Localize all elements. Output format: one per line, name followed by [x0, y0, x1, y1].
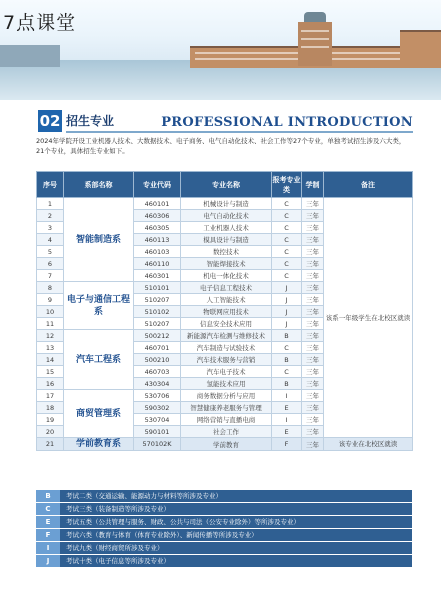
remark: 该系一年级学生在北校区就读	[324, 198, 413, 438]
major-code: 460110	[134, 258, 181, 270]
watermark-text: 7点课堂	[3, 12, 77, 34]
study-years: 三年	[302, 342, 324, 354]
exam-category: B	[272, 378, 302, 390]
legend-text: 考试三类（装备制造等所涉及专业）	[60, 503, 412, 515]
col-header-name: 专业名称	[181, 172, 272, 198]
study-years: 三年	[302, 318, 324, 330]
major-code: 530704	[134, 414, 181, 426]
study-years: 三年	[302, 330, 324, 342]
col-header-no: 序号	[37, 172, 64, 198]
remark: 该专业在北校区就读	[324, 438, 413, 451]
exam-category: J	[272, 318, 302, 330]
exam-category: C	[272, 366, 302, 378]
study-years: 三年	[302, 234, 324, 246]
study-years: 三年	[302, 282, 324, 294]
section-number: 02	[39, 112, 61, 130]
building-tower	[298, 22, 332, 66]
major-code: 460306	[134, 210, 181, 222]
major-code: 460301	[134, 270, 181, 282]
row-number: 9	[37, 294, 64, 306]
major-code: 590302	[134, 402, 181, 414]
row-number: 16	[37, 378, 64, 390]
study-years: 三年	[302, 366, 324, 378]
col-header-dept: 系部名称	[64, 172, 134, 198]
legend-code: I	[36, 542, 60, 554]
exam-category: C	[272, 222, 302, 234]
study-years: 三年	[302, 426, 324, 438]
major-code: 510102	[134, 306, 181, 318]
study-years: 三年	[302, 246, 324, 258]
major-name: 工业机器人技术	[181, 222, 272, 234]
major-name: 智能焊接技术	[181, 258, 272, 270]
study-years: 三年	[302, 390, 324, 402]
major-name: 新能源汽车检测与维修技术	[181, 330, 272, 342]
major-name: 机械设计与制造	[181, 198, 272, 210]
row-number: 10	[37, 306, 64, 318]
exam-category: E	[272, 426, 302, 438]
col-header-years: 学制	[302, 172, 324, 198]
major-name: 人工智能技术	[181, 294, 272, 306]
study-years: 三年	[302, 294, 324, 306]
exam-category: C	[272, 234, 302, 246]
study-years: 三年	[302, 258, 324, 270]
section-title-en: PROFESSIONAL INTRODUCTION	[161, 115, 413, 130]
exam-category: C	[272, 246, 302, 258]
section-title: 招生专业	[66, 114, 115, 128]
major-name: 商务数据分析与应用	[181, 390, 272, 402]
col-header-code: 专业代码	[134, 172, 181, 198]
exam-category: B	[272, 330, 302, 342]
row-number: 4	[37, 234, 64, 246]
study-years: 三年	[302, 438, 324, 451]
major-code: 500210	[134, 354, 181, 366]
major-name: 网络营销与直播电商	[181, 414, 272, 426]
major-code: 510207	[134, 318, 181, 330]
exam-category: C	[272, 210, 302, 222]
major-name: 学前教育	[181, 438, 272, 451]
intro-paragraph: 2024年学院开设工业机器人技术、大数据技术、电子商务、电气自动化技术、社会工作等27个专业，单独考试招生涉及六大类，21个专业，具体招生专业如下。	[36, 137, 406, 155]
major-code: 570102K	[134, 438, 181, 451]
row-number: 7	[37, 270, 64, 282]
study-years: 三年	[302, 414, 324, 426]
major-name: 机电一体化技术	[181, 270, 272, 282]
row-number: 21	[37, 438, 64, 451]
legend-text: 考试十类（电子信息等所涉及专业）	[60, 555, 412, 567]
legend-item	[36, 529, 412, 541]
row-number: 15	[37, 366, 64, 378]
row-number: 14	[37, 354, 64, 366]
row-number: 18	[37, 402, 64, 414]
row-number: 3	[37, 222, 64, 234]
major-name: 智慧健康养老服务与管理	[181, 402, 272, 414]
department-name: 学前教育系	[64, 438, 134, 451]
study-years: 三年	[302, 306, 324, 318]
exam-category: C	[272, 258, 302, 270]
exam-category: I	[272, 414, 302, 426]
department-name: 电子与通信工程系	[64, 282, 134, 330]
major-code: 500212	[134, 330, 181, 342]
major-code: 590101	[134, 426, 181, 438]
major-name: 汽车电子技术	[181, 366, 272, 378]
department-name: 汽车工程系	[64, 330, 134, 390]
row-number: 5	[37, 246, 64, 258]
major-code: 460305	[134, 222, 181, 234]
legend-text: 考试五类（公共管理与服务、财政、公共与司法（公安专业除外）等所涉及专业）	[60, 516, 412, 528]
legend-text: 考试九类（财经商贸所涉及专业）	[60, 542, 412, 554]
major-code: 510207	[134, 294, 181, 306]
major-name: 汽车技术服务与营销	[181, 354, 272, 366]
exam-category: C	[272, 270, 302, 282]
major-name: 物联网应用技术	[181, 306, 272, 318]
exam-category: I	[272, 390, 302, 402]
header-rule	[66, 131, 413, 133]
major-code: 460113	[134, 234, 181, 246]
legend-text: 考试二类（交通运输、能源动力与材料等所涉及专业）	[60, 490, 412, 502]
legend-text: 考试六类（教育与体育（体育专业除外）、新闻传播等所涉及专业）	[60, 529, 412, 541]
major-name: 社会工作	[181, 426, 272, 438]
study-years: 三年	[302, 198, 324, 210]
row-number: 19	[37, 414, 64, 426]
legend-item	[36, 503, 412, 515]
col-header-notes: 备注	[324, 172, 413, 198]
major-name: 电子信息工程技术	[181, 282, 272, 294]
major-name: 模具设计与制造	[181, 234, 272, 246]
exam-category-legend	[36, 490, 412, 568]
legend-item	[36, 490, 412, 502]
row-number: 20	[37, 426, 64, 438]
exam-category: C	[272, 198, 302, 210]
section-header	[28, 110, 413, 132]
major-name: 信息安全技术应用	[181, 318, 272, 330]
study-years: 三年	[302, 210, 324, 222]
legend-item	[36, 555, 412, 567]
major-name: 电气自动化技术	[181, 210, 272, 222]
major-code: 510101	[134, 282, 181, 294]
major-name: 数控技术	[181, 246, 272, 258]
department-name: 商贸管理系	[64, 390, 134, 438]
table-row	[37, 198, 413, 210]
legend-code: E	[36, 516, 60, 528]
study-years: 三年	[302, 270, 324, 282]
exam-category: F	[272, 438, 302, 451]
legend-code: J	[36, 555, 60, 567]
exam-category: J	[272, 294, 302, 306]
exam-category: B	[272, 354, 302, 366]
majors-table	[36, 171, 413, 451]
legend-code: C	[36, 503, 60, 515]
row-number: 17	[37, 390, 64, 402]
exam-category: J	[272, 306, 302, 318]
study-years: 三年	[302, 378, 324, 390]
building-left	[0, 45, 60, 67]
row-number: 8	[37, 282, 64, 294]
row-number: 6	[37, 258, 64, 270]
major-code: 530706	[134, 390, 181, 402]
table-row	[37, 438, 413, 451]
department-name: 智能制造系	[64, 198, 134, 282]
major-code: 430304	[134, 378, 181, 390]
exam-category: C	[272, 342, 302, 354]
major-code: 460701	[134, 342, 181, 354]
major-code: 460103	[134, 246, 181, 258]
exam-category: J	[272, 282, 302, 294]
row-number: 13	[37, 342, 64, 354]
legend-code: F	[36, 529, 60, 541]
major-code: 460101	[134, 198, 181, 210]
major-name: 氢能技术应用	[181, 378, 272, 390]
exam-category: E	[272, 402, 302, 414]
study-years: 三年	[302, 222, 324, 234]
legend-item	[36, 516, 412, 528]
study-years: 三年	[302, 354, 324, 366]
row-number: 12	[37, 330, 64, 342]
row-number: 11	[37, 318, 64, 330]
major-code: 460703	[134, 366, 181, 378]
building-right	[400, 30, 441, 68]
row-number: 2	[37, 210, 64, 222]
campus-banner-photo	[0, 0, 441, 100]
study-years: 三年	[302, 402, 324, 414]
table-header-row	[37, 172, 413, 198]
legend-code: B	[36, 490, 60, 502]
major-name: 汽车制造与试验技术	[181, 342, 272, 354]
legend-item	[36, 542, 412, 554]
row-number: 1	[37, 198, 64, 210]
col-header-category: 报考专业类	[272, 172, 302, 198]
